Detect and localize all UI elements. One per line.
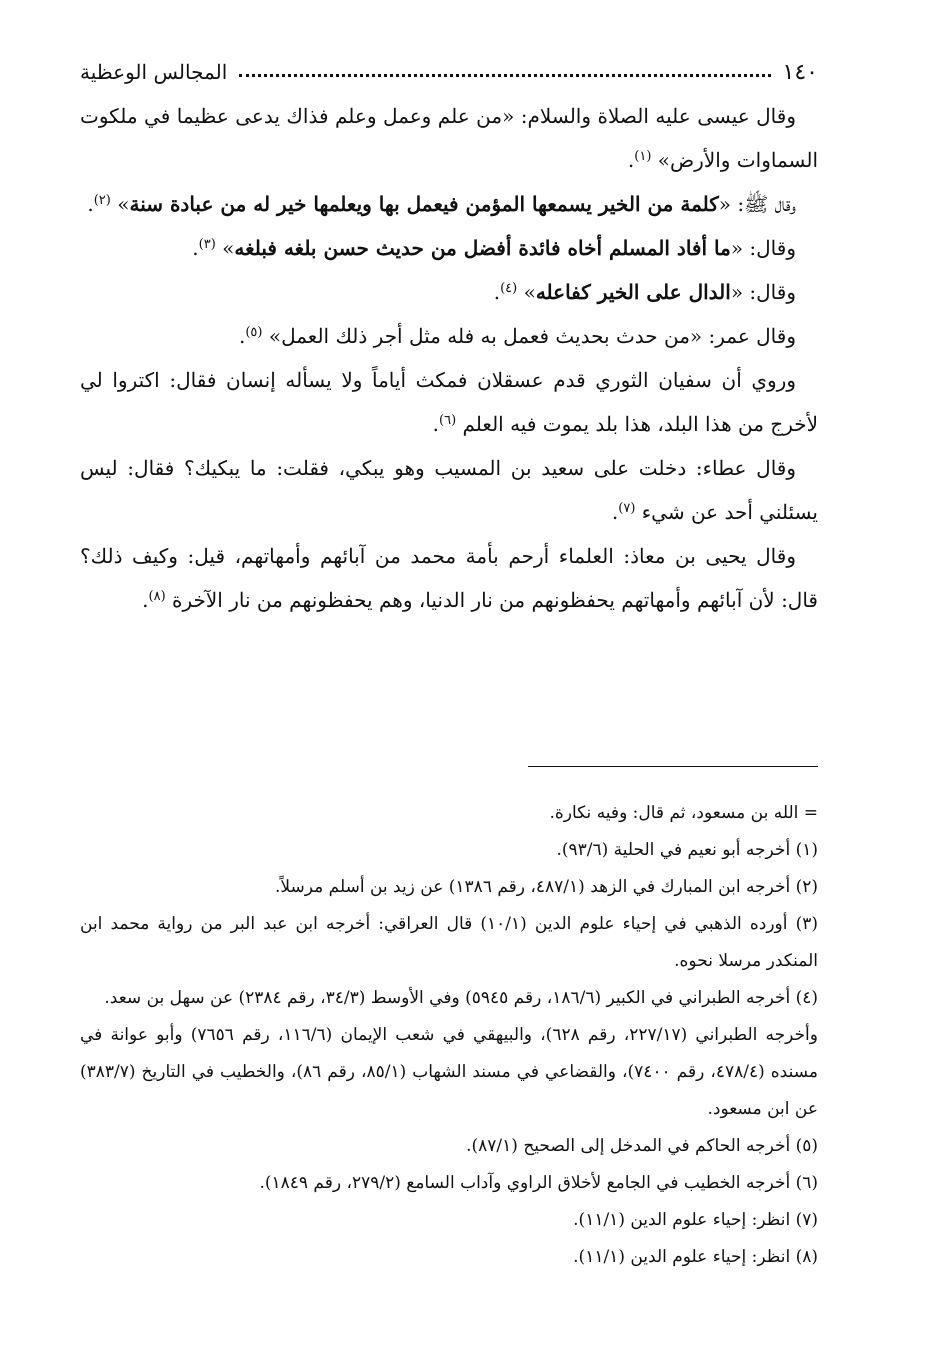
paragraph-end: . — [611, 500, 619, 524]
footnote-8: (٨) انظر: إحياء علوم الدين (١١/١). — [573, 1247, 818, 1267]
paragraph-hadith-kalima — [80, 182, 818, 226]
footnote-3: (٣) أورده الذهبي في إحياء علوم الدين (١٠/١) قال العراقي: أخرجه ابن عبد البر من رواية محمد ابن المنكدر مرسلا نحوه. — [80, 914, 818, 971]
paragraph-text: وقال ﷺ: « — [718, 192, 796, 216]
footnote-ref: (٤) — [500, 281, 518, 296]
paragraph-end: . — [238, 324, 246, 348]
paragraph-end: . — [627, 148, 635, 172]
footnote-2: (٢) أخرجه ابن المبارك في الزهد (٤٨٧/١، رقم ١٣٨٦) عن زيد بن أسلم مرسلاً. — [274, 877, 818, 897]
running-header — [80, 50, 818, 94]
paragraph-end: . — [142, 588, 149, 612]
page-number: ١٤٠ — [782, 59, 818, 85]
paragraph-text: وقال عمر: «من حدث بحديث فعمل به فله مثل أجر ذلك العمل» — [268, 324, 796, 348]
footnote-ref: (١) — [634, 149, 652, 164]
footnote-ref: (٧) — [618, 501, 636, 516]
quote-close: » — [117, 192, 130, 216]
paragraph-umar — [80, 314, 818, 358]
paragraph-isa — [80, 94, 818, 182]
hadith-bold: ما أفاد المسلم أخاه فائدة أفضل من حديث حسن بلغه فبلغه — [234, 236, 731, 260]
paragraph-hadith-dal — [80, 270, 818, 314]
book-title: المجالس الوعظية — [80, 60, 228, 84]
footnote-ref: (٢) — [93, 193, 111, 208]
footnotes — [80, 795, 818, 1276]
paragraph-yahya — [80, 534, 818, 622]
main-text — [80, 94, 818, 622]
footnote-ref: (٥) — [245, 325, 263, 340]
hadith-bold: الدال على الخير كفاعله — [535, 280, 731, 304]
footnote-ref: (٣) — [198, 237, 216, 252]
paragraph-sufyan — [80, 358, 818, 446]
paragraph-text: وروي أن سفيان الثوري قدم عسقلان فمكث أياماً ولا يسأله إنسان فقال: اكتروا لي لأخرج من هذا البلد، هذا بلد يموت فيه العلم — [80, 368, 818, 436]
paragraph-end: . — [192, 236, 199, 260]
paragraph-hadith-faida — [80, 226, 818, 270]
paragraph-text: وقال: « — [730, 280, 796, 304]
footnote-7: (٧) انظر: إحياء علوم الدين (١١/١). — [573, 1210, 818, 1230]
paragraph-end: . — [493, 280, 501, 304]
paragraph-text: وقال عيسى عليه الصلاة والسلام: «من علم وعمل وعلم فذاك يدعى عظيما في ملكوت السماوات والأرض» — [80, 104, 818, 172]
footnote-separator — [528, 766, 818, 767]
footnote-ref: (٨) — [148, 589, 166, 604]
footnote-ref: (٦) — [439, 413, 457, 428]
paragraph-end: . — [432, 412, 439, 436]
paragraph-text: وقال: « — [730, 236, 796, 260]
hadith-bold: كلمة من الخير يسمعها المؤمن فيعمل بها ويعلمها خير له من عبادة سنة — [129, 192, 719, 216]
header-dotted-leader — [239, 74, 770, 77]
footnote-4: (٤) أخرجه الطبراني في الكبير (١٨٦/٦، رقم ٥٩٤٥) وفي الأوسط (٣٤/٣، رقم ٢٣٨٤) عن سهل بن سعد. — [104, 988, 818, 1008]
quote-close: » — [222, 236, 235, 260]
paragraph-ata — [80, 446, 818, 534]
paragraph-end: . — [87, 192, 94, 216]
footnote-6: (٦) أخرجه الخطيب في الجامع لأخلاق الراوي وآداب السامع (٢٧٩/٢، رقم ١٨٤٩). — [259, 1173, 818, 1193]
quote-close: » — [523, 280, 536, 304]
paragraph-text: وقال عطاء: دخلت على سعيد بن المسيب وهو يبكي، فقلت: ما يبكيك؟ فقال: ليس يسئلني أحد عن شيء — [80, 456, 818, 524]
footnote-4-continued: وأخرجه الطبراني (٢٢٧/١٧، رقم ٦٢٨)، والبيهقي في شعب الإيمان (١١٦/٦، رقم ٧٦٥٦) وأبو عوانة في مسنده (٤٧٨/٤، رقم ٧٤٠٠)، والقضاعي في مسند الشهاب (٨٥/١، رقم ٨٦)، والخطيب في التاريخ (٣٨٣/٧) عن ابن مسعود. — [80, 1025, 818, 1119]
footnote-continuation: = الله بن مسعود، ثم قال: وفيه نكارة. — [549, 803, 818, 823]
footnote-5: (٥) أخرجه الحاكم في المدخل إلى الصحيح (٨٧/١). — [466, 1136, 818, 1156]
footnote-1: (١) أخرجه أبو نعيم في الحلية (٩٣/٦). — [556, 840, 818, 860]
paragraph-text: وقال يحيى بن معاذ: العلماء أرحم بأمة محمد من آبائهم وأمهاتهم، قيل: وكيف ذلك؟ قال: لأن آبائهم وأمهاتهم يحفظونهم من نار الدنيا، وهم يحفظونهم من نار الآخرة — [80, 544, 818, 612]
book-page — [80, 50, 818, 1267]
